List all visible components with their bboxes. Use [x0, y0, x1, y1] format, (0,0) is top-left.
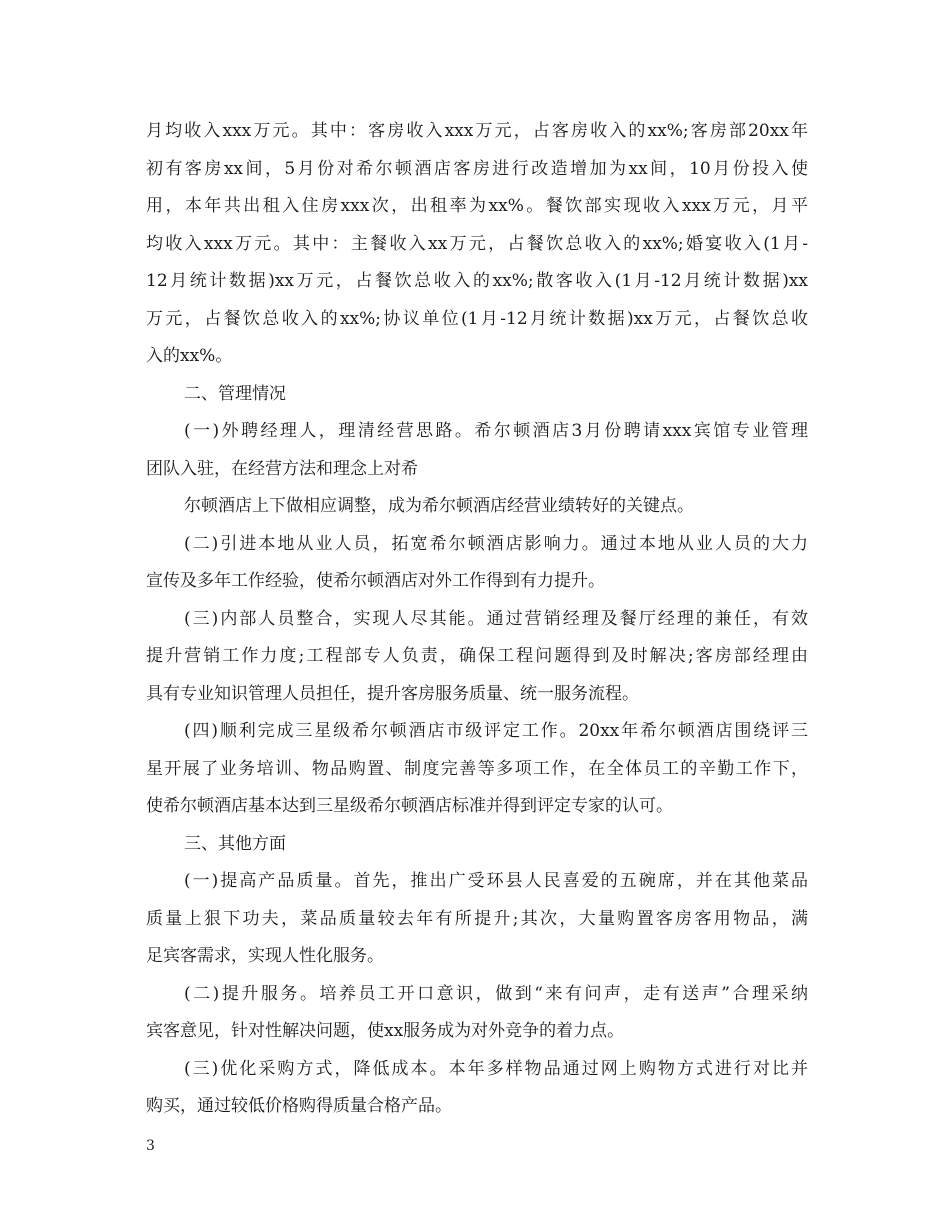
- text-line: 尔顿酒店上下做相应调整，成为希尔顿酒店经营业绩转好的关键点。: [184, 496, 694, 516]
- text-line: 团队入驻，在经营方法和理念上对希: [146, 458, 418, 479]
- text-line: 12月统计数据)xx万元，占餐饮总收入的xx%;散客收入(1月-12月统计数据)xx: [146, 271, 808, 291]
- text-line: 均收入xxx万元。其中：主餐收入xx万元，占餐饮总收入的xx%;婚宴收入(1月-: [146, 233, 808, 254]
- text-line: (三)内部人员整合，实现人尽其能。通过营销经理及餐厅经理的兼任，有效: [184, 608, 808, 629]
- text-line: (二)引进本地从业人员，拓宽希尔顿酒店影响力。通过本地从业人员的大力: [184, 533, 808, 554]
- text-line: 具有专业知识管理人员担任，提升客房服务质量、统一服务流程。: [146, 683, 639, 704]
- text-line: 宾客意见，针对性解决问题，使xx服务成为对外竞争的着力点。: [146, 1021, 625, 1041]
- body-text: [146, 113, 808, 1126]
- text-line: 万元，占餐饮总收入的xx%;协议单位(1月-12月统计数据)xx万元，占餐饮总收: [146, 308, 808, 329]
- text-line: 三、其他方面: [184, 833, 286, 854]
- text-line: 购买，通过较低价格购得质量合格产品。: [146, 1096, 452, 1116]
- text-line: (三)优化采购方式，降低成本。本年多样物品通过网上购物方式进行对比并: [184, 1058, 808, 1079]
- text-line: 用，本年共出租入住房xxx次，出租率为xx%。餐饮部实现收入xxx万元，月平: [146, 196, 808, 216]
- text-line: 初有客房xx间，5月份对希尔顿酒店客房进行改造增加为xx间，10月份投入使: [146, 158, 808, 179]
- text-line: 足宾客需求，实现人性化服务。: [146, 946, 384, 966]
- text-line: (四)顺利完成三星级希尔顿酒店市级评定工作。20xx年希尔顿酒店围绕评三: [184, 721, 808, 741]
- text-line: (二)提升服务。培养员工开口意识，做到“来有问声，走有送声”合理采纳: [184, 983, 808, 1004]
- text-line: 星开展了业务培训、物品购置、制度完善等多项工作，在全体员工的辛勤工作下，: [146, 758, 808, 779]
- text-line: 二、管理情况: [184, 383, 286, 404]
- text-line: (一)提高产品质量。首先，推出广受环县人民喜爱的五碗席，并在其他菜品: [184, 871, 808, 891]
- text-line: 月均收入xxx万元。其中：客房收入xxx万元，占客房收入的xx%;客房部20xx年: [146, 121, 808, 141]
- text-line: 质量上狠下功夫，菜品质量较去年有所提升;其次，大量购置客房客用物品，满: [146, 908, 808, 929]
- text-line: 入的xx%。: [146, 346, 233, 366]
- page-number: 3: [146, 1138, 155, 1154]
- text-line: 使希尔顿酒店基本达到三星级希尔顿酒店标准并得到评定专家的认可。: [146, 796, 673, 816]
- text-line: (一)外聘经理人，理清经营思路。希尔顿酒店3月份聘请xxx宾馆专业管理: [184, 421, 808, 441]
- text-line: 提升营销工作力度;工程部专人负责，确保工程问题得到及时解决;客房部经理由: [146, 646, 808, 666]
- text-line: 宣传及多年工作经验，使希尔顿酒店对外工作得到有力提升。: [146, 571, 605, 591]
